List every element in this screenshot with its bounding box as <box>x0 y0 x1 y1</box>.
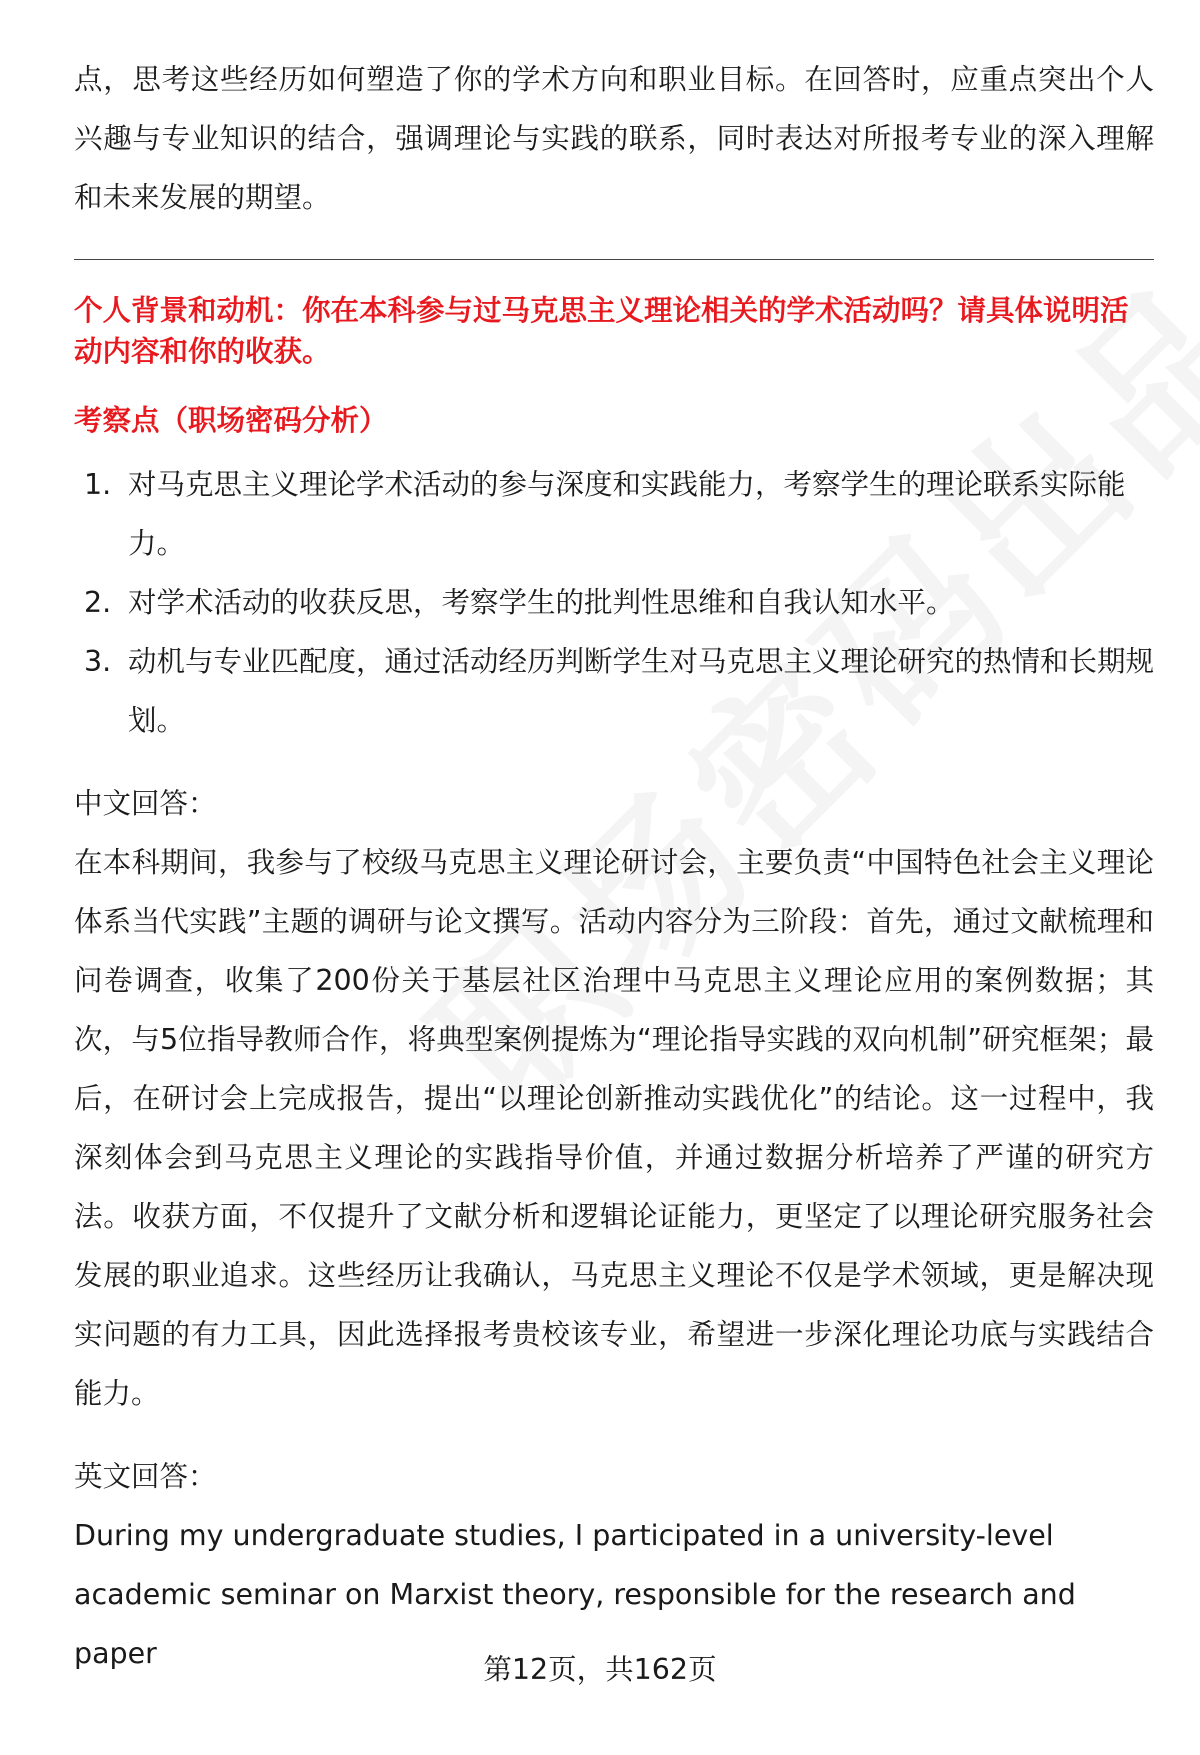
list-item-text: 对马克思主义理论学术活动的参与深度和实践能力，考察学生的理论联系实际能力。 <box>128 468 1126 560</box>
intro-paragraph: 点，思考这些经历如何塑造了你的学术方向和职业目标。在回答时，应重点突出个人兴趣与专业知识的结合，强调理论与实践的联系，同时表达对所报考专业的深入理解和未来发展的期望。 <box>74 63 1154 214</box>
list-number: 2. <box>84 586 112 619</box>
document-body <box>74 50 1154 1683</box>
list-item <box>74 573 1154 632</box>
english-answer-line: During my undergraduate studies, I participated in a university-level <box>74 1519 1054 1552</box>
list-item <box>74 455 1154 573</box>
list-item <box>74 632 1154 750</box>
page-number: 第12页，共162页 <box>483 1653 717 1686</box>
question-heading: 个人背景和动机：你在本科参与过马克思主义理论相关的学术活动吗？请具体说明活动内容和你的收获。 <box>74 294 1129 368</box>
points-heading: 考察点（职场密码分析） <box>74 404 388 437</box>
section-divider <box>74 259 1154 260</box>
list-item-text: 动机与专业匹配度，通过活动经历判断学生对马克思主义理论研究的热情和长期规划。 <box>128 645 1155 737</box>
english-answer-line: academic seminar on Marxist theory, responsible for the research and paper <box>74 1578 1076 1670</box>
chinese-answer-text: 在本科期间，我参与了校级马克思主义理论研讨会，主要负责“中国特色社会主义理论体系当代实践”主题的调研与论文撰写。活动内容分为三阶段：首先，通过文献梳理和问卷调查，收集了200份关于基层社区治理中马克思主义理论应用的案例数据；其次，与5位指导教师合作，将典型案例提炼为“理论指导实践的双向机制”研究框架；最后，在研讨会上完成报告，提出“以理论创新推动实践优化”的结论。这一过程中，我深刻体会到马克思主义理论的实践指导价值，并通过数据分析培养了严谨的研究方法。收获方面，不仅提升了文献分析和逻辑论证能力，更坚定了以理论研究服务社会发展的职业追求。这些经历让我确认，马克思主义理论不仅是学术领域，更是解决现实问题的有力工具，因此选择报考贵校该专业，希望进一步深化理论功底与实践结合能力。 <box>74 846 1154 1410</box>
list-item-text: 对学术活动的收获反思，考察学生的批判性思维和自我认知水平。 <box>128 586 955 619</box>
points-list <box>74 455 1154 750</box>
english-answer-label: 英文回答： <box>74 1460 217 1493</box>
list-number: 3. <box>84 645 112 678</box>
chinese-answer-label: 中文回答： <box>74 787 217 820</box>
list-number: 1. <box>84 468 112 501</box>
